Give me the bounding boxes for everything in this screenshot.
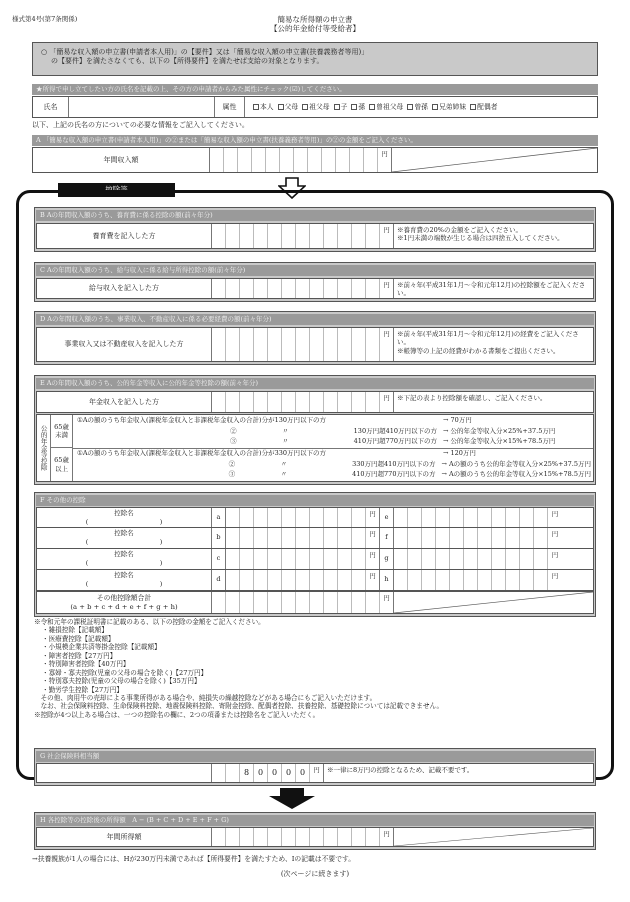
attr-option-label: 孫 [358,102,366,111]
pension-row [77,427,591,438]
below-name-text: 以下、上記の氏名の方についての必要な情報をご記入してください。 [32,121,249,129]
pension-deduction: → 公的年金等収入分×15%+78.5万円 [443,437,556,445]
section-a-bar: A 「簡易な収入額の申立書(申請者本人用)」の②または「簡易な収入額の申立書(扶養義務者等用)」の②の金額をご記入ください。 [32,135,598,146]
pension-deduction: → Aの額のうち公的年金等収入分×15%+78.5万円 [441,470,591,478]
section-g-yen: 円 [310,764,324,782]
section-e-bar: E Aの年間収入額のうち、公的年金等収入に公的年金等控除の額(前々年分) [36,378,594,389]
down-arrow-bold-icon [268,788,316,810]
footer-note: →扶養親族が1人の場合には、Hが230万円未満であれば【所得要件】を満たすため、Iの記載は不要です。 [32,855,356,863]
checkbox-icon[interactable] [334,104,340,110]
deduction-letter: b [212,528,226,548]
title-line-1: 簡易な所得額の申立書 [277,15,353,24]
deduction-tab: 控除等 [58,183,175,197]
title-line-2: 【公的年金給付等受給者】 [270,24,360,34]
checkbox-icon[interactable] [432,104,438,110]
pension-deduction: → Aの額のうち公的年金等収入分×25%+37.5万円 [441,459,591,468]
attr-label: 属性 [215,97,245,117]
deduction-name-field[interactable]: 控除名 ( ) [37,570,212,590]
note-line: ・勤労学生控除【27万円】 [42,685,123,694]
note-line: ・障害者控除【27万円】 [42,651,117,660]
attr-option-label: 兄弟姉妹 [438,102,467,111]
pension-row [77,460,591,471]
checkbox-icon[interactable] [369,104,375,110]
section-b-yen: 円 [380,224,394,248]
checkbox-icon[interactable] [253,104,259,110]
name-label: 氏名 [33,97,69,117]
yen-label: 円 [551,551,559,559]
section-g-row [36,763,594,783]
section-b-bar: B Aの年間収入額のうち、養育費に係る控除の額(前々年分) [36,210,594,221]
other-deduction-row [36,528,594,549]
section-g-note: ※一律に8万円の控除となるため、記載不要です。 [327,766,474,774]
yen-label: 円 [366,549,380,569]
section-c-notes: ※前々年(平成31年1月～令和元年12月)の控除額をご記入ください。 [397,281,586,298]
pension-divider [73,448,593,449]
section-b-digits[interactable] [212,224,380,248]
deduction-letter: g [380,549,394,569]
section-b-label: 養育費を記入した方 [37,224,212,248]
deduction-digits[interactable] [394,570,548,590]
pension-side-label: 公的年金等控除 [37,415,51,481]
yen-label: 円 [551,572,559,580]
note-line: なお、社会保険料控除、生命保険料控除、地震保険料控除、寄附金控除、配偶者控除、扶養控除、基礎控除については記載できません。 [34,702,444,711]
attr-option-label: 曾祖父母 [376,102,404,111]
continue-note: (次ページに続きます) [280,870,350,878]
section-a-digits[interactable] [210,148,378,172]
section-f-rows [36,507,594,591]
section-f-notes [34,618,604,719]
deduction-name-field[interactable]: 控除名 ( ) [37,528,212,548]
deduction-letter: c [212,549,226,569]
pension-condition: ② 〃 330万円超410万円以下の方 [228,459,436,468]
section-f-bar: F その他の控除 [36,495,594,506]
pension-condition: ② 〃 130万円超410万円以下の方 [230,426,437,435]
pension-row [77,470,591,481]
attr-option-3[interactable] [330,103,348,111]
deduction-letter: d [212,570,226,590]
intro-box [32,42,598,76]
attr-option-7[interactable] [428,103,466,111]
checkbox-icon[interactable] [302,104,308,110]
section-c-row [36,278,594,299]
section-d-yen: 円 [380,328,394,361]
attr-option-4[interactable] [347,103,365,111]
other-deduction-row [36,507,594,528]
yen-label: 円 [366,508,380,527]
attr-option-8[interactable] [466,103,497,111]
section-a-hatch [392,148,597,172]
section-g-bar: G 社会保険料相当額 [36,751,594,762]
intro-line-1: ○ 「簡易な収入額の申立書(申請者本人用)」の【要件】又は「簡易な収入額の申立書(扶養義務者等用)」 [41,48,369,56]
yen-label: 円 [551,530,559,538]
section-a-label: 年間収入額 [33,148,210,172]
section-e-row [36,391,594,413]
pension-condition: ①Aの額のうち年金収入(課税年金収入と非課税年金収入の合計)分が330万円以下の方 [77,449,326,457]
deduction-name-field[interactable]: 控除名 ( ) [37,508,212,527]
section-h-bar: H 各控除等の控除後の所得額 A − (B + C + D + E + F + G) [36,815,594,826]
section-f-total-yen: 円 [380,592,394,613]
deduction-letter: h [380,570,394,590]
section-a-yen: 円 [378,148,392,172]
checkbox-icon[interactable] [470,104,476,110]
attr-option-label: 子 [340,102,348,111]
attr-option-5[interactable] [365,103,403,111]
section-d-digits[interactable] [212,328,380,361]
deduction-digits[interactable] [394,508,548,527]
attr-option-label: 配偶者 [477,102,498,111]
note-line: ・小規模企業共済等掛金控除【記載額】 [42,643,161,652]
pension-condition: ③ 〃 410万円超770万円以下の方 [230,437,437,445]
section-c-digits[interactable] [212,279,380,298]
attr-option-1[interactable] [274,103,299,111]
note-line: ※控除が4つ以上ある場合は、一つの控除名の欄に、2つの項番または控除名をご記入いただく。 [34,710,320,719]
other-deduction-row [36,549,594,570]
checkbox-icon[interactable] [407,104,413,110]
section-a-row [32,147,598,173]
deduction-name-field[interactable]: 控除名 ( ) [37,549,212,569]
section-f-total-hatch [394,592,593,613]
attr-option-label: 本人 [260,102,274,111]
section-b-row [36,223,594,249]
name-input[interactable] [69,97,215,117]
section-h-row [36,827,594,847]
age-over-65: 65歳以上 [51,448,73,481]
fixed-digit: 8 [240,764,254,782]
section-h-label: 年間所得額 [37,828,212,846]
pension-row [77,416,591,427]
section-h-yen: 円 [380,828,394,846]
pension-deduction: → 70万円 [443,416,472,424]
checkbox-icon[interactable] [278,104,284,110]
section-d-notes: ※前々年(平成31年1月～令和元年12月)の経費をご記入ください。 ※帳簿等の上記の経費がわかる書類をご提出ください。 [397,330,579,355]
intro-line-2: の【要件】を満たさなくても、以下の【所得要件】を満たせば支給の対象となります。 [51,56,324,65]
fixed-digit: 0 [282,764,296,782]
attr-options [245,97,597,117]
name-section-bar: ★所得で申し立てしたい方の氏名を記載の上、その方の申請者からみた属性にチェック(☑)してください。 [32,84,598,95]
yen-label: 円 [551,510,559,518]
section-e-label: 年金収入を記入した方 [37,392,212,412]
section-e-note: ※下記の表より控除額を確認し、ご記入ください。 [397,394,547,402]
deduction-letter: f [380,528,394,548]
pension-row [77,449,591,460]
name-row [32,96,598,118]
deduction-digits[interactable] [226,528,366,548]
yen-label: 円 [366,528,380,548]
deduction-digits[interactable] [226,570,366,590]
pension-group-over-65 [77,449,591,481]
page-title [0,15,630,34]
pension-condition: ①Aの額のうち年金収入(課税年金収入と非課税年金収入の合計)分が130万円以下の方 [77,416,326,424]
section-d-row [36,327,594,362]
yen-label: 円 [366,570,380,590]
section-c-bar: C Aの年間収入額のうち、給与収入に係る給与所得控除の額(前々年分) [36,265,594,276]
section-f-total-digits[interactable] [212,592,380,613]
other-deduction-row [36,570,594,591]
note-line: ・医療費控除【記載額】 [42,634,115,643]
deduction-digits[interactable] [226,549,366,569]
deduction-digits[interactable] [226,508,366,527]
attr-option-0[interactable] [249,103,274,111]
section-c-yen: 円 [380,279,394,298]
fixed-digit: 0 [296,764,310,782]
note-line: ・雑損控除【記載額】 [42,626,108,635]
pension-condition: ③ 〃 410万円超770万円以下の方 [228,470,436,478]
section-f-total-row [36,591,594,614]
deduction-digits[interactable] [394,528,548,548]
attr-option-label: 曾孫 [414,102,428,111]
attr-option-6[interactable] [403,103,428,111]
checkbox-icon[interactable] [351,104,357,110]
section-h-hatch [394,828,593,846]
note-line: ・特別寡夫控除(児童の父母の場合を除く)【35万円】 [42,677,201,686]
attr-option-label: 祖父母 [309,102,330,111]
section-d-bar: D Aの年間収入額のうち、事業収入、不動産収入に係る必要経費の額(前々年分) [36,314,594,325]
section-c-label: 給与収入を記入した方 [37,279,212,298]
section-g-digits [212,764,310,782]
attr-option-label: 父母 [284,102,299,111]
pension-deduction: → 120万円 [443,449,476,457]
section-e-digits[interactable] [212,392,380,412]
section-b-notes: ※養育費の20%の金額をご記入ください。 ※1円未満の端数が生じる場合は四捨五入してください。 [397,226,564,243]
note-line: ・寡婦・寡夫控除(児童の父母の場合を除く)【27万円】 [42,668,208,677]
form-number: 様式第4号(第7条関係) [12,15,78,23]
note-line: その他、肉用牛の売却による事業所得がある場合や、純損失の繰越控除などがある場合にもご記入いただけます。 [34,693,377,702]
deduction-letter: a [212,508,226,527]
fixed-digit: 0 [254,764,268,782]
deduction-digits[interactable] [394,549,548,569]
section-h-digits[interactable] [212,828,380,846]
pension-deduction: → 公的年金等収入分×25%+37.5万円 [443,426,556,435]
note-line: ※令和元年の課税証明書に記載のある、以下の控除の金額をご記入ください。 [34,618,265,626]
section-f-total-label: その他控除額合計 (a + b + c + d + e + f + g + h) [37,592,212,613]
note-line: ・特別障害者控除【40万円】 [42,660,130,669]
deduction-letter: e [380,508,394,527]
section-d-label: 事業収入又は不動産収入を記入した方 [37,328,212,361]
pension-row [77,437,591,448]
pension-group-under-65 [77,416,591,448]
attr-option-2[interactable] [298,103,329,111]
pension-table [36,414,594,482]
fixed-digit: 0 [268,764,282,782]
section-e-yen: 円 [380,392,394,412]
age-under-65: 65歳未満 [51,415,73,448]
